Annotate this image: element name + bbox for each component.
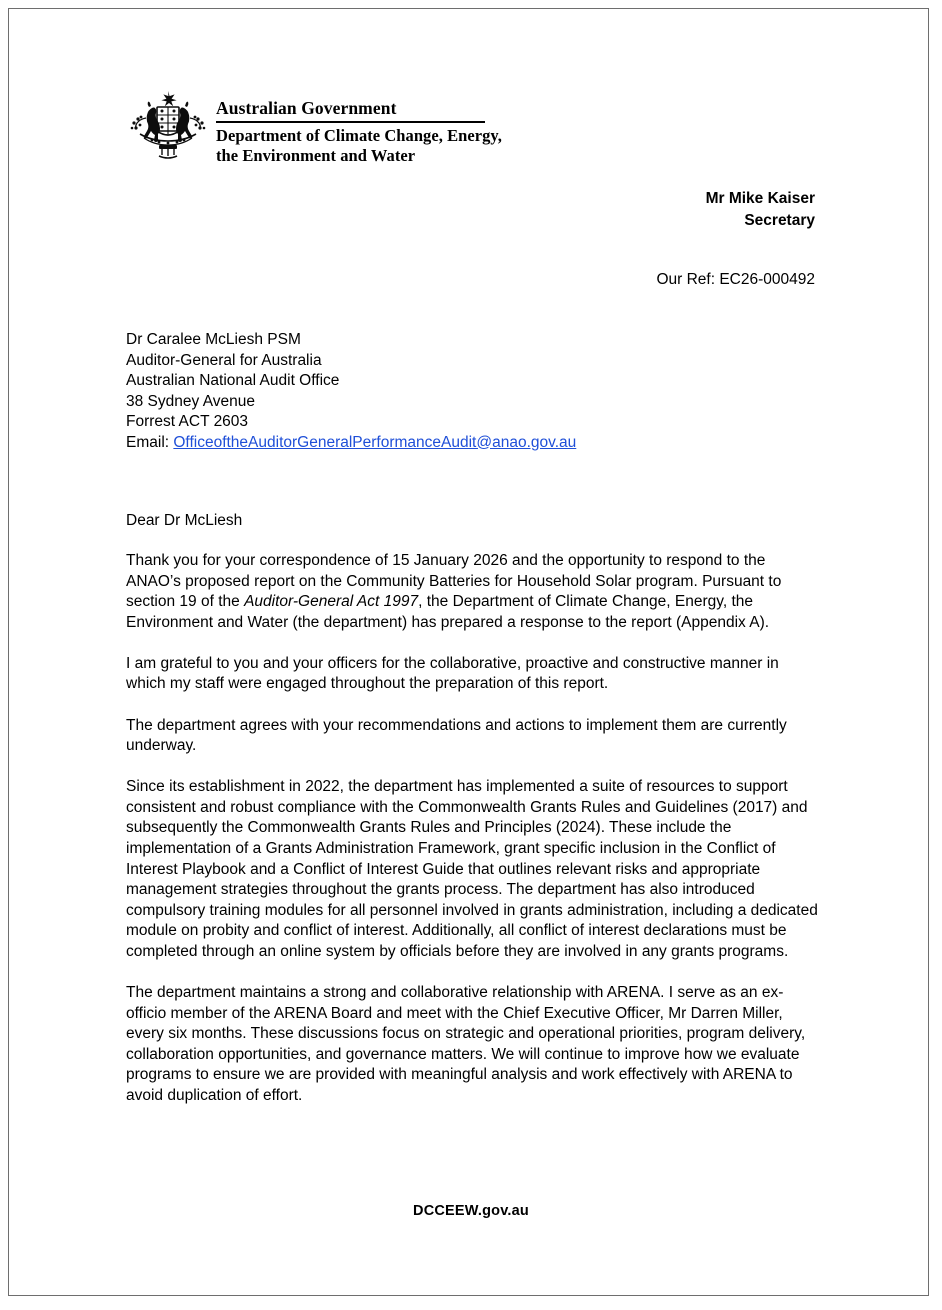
body-paragraph-5: The department maintains a strong and collaborative relationship with ARENA. I serve as an ex-officio member of the ARENA Board and meet with the Chief Executive Officer, Mr Darren Miller, every six months. These discussions focus on strategic and operational priorities, program delivery, collaboration opportunities, and governance matters. We will continue to improve how we evaluate programs to ensure we are provided with meaningful analysis and work effectively with ARENA to avoid duplication of effort.: [126, 984, 806, 1105]
address-email-line: [126, 433, 576, 454]
australian-coat-of-arms-icon: [126, 88, 210, 160]
address-line-3: Australian National Audit Office: [126, 372, 340, 389]
paragraph-1-text-after-citation: , the Department of Climate Change, Energy, the Environment and Water (the department) has prepared a response to the report (Appendix A).: [126, 593, 770, 631]
email-label: Email:: [126, 433, 174, 451]
letter-body: [126, 551, 818, 1107]
address-line-4: 38 Sydney Avenue: [126, 392, 255, 410]
letterhead-text: [216, 88, 502, 166]
body-paragraph-2: I am grateful to you and your officers for the collaborative, proactive and constructive manner in which my staff were engaged throughout the preparation of this report.: [126, 654, 779, 693]
address-line-1: Dr Caralee McLiesh PSM: [126, 331, 301, 348]
body-paragraph-3: The department agrees with your recommendations and actions to implement them are currently underway.: [126, 716, 787, 755]
address-line-5: Forrest ACT 2603: [126, 413, 249, 430]
auditor-general-act-citation: Auditor-General Act 1997: [244, 593, 419, 611]
body-paragraph-4: Since its establishment in 2022, the department has implemented a suite of resources to support consistent and robust compliance with the Commonwealth Grants Rules and Guidelines (2017) and subsequently the Commonwealth Grants Rules and Principles (2024). These include the implementation of a Grants Administration Framework, grant specific inclusion in the Conflict of Interest Playbook and a Conflict of Interest Guide that outlines relevant risks and appropriate management strategies throughout the grants process. The department has also introduced compulsory training modules for all personnel involved in grants administration, including a dedicated module on probity and conflict of interest. Additionally, all conflict of interest declarations must be completed through an online system by officials before they are involved in any grants programs.: [126, 778, 818, 960]
footer-website: DCCEEW.gov.au: [413, 1203, 529, 1219]
sender-title-block: [706, 188, 815, 232]
letterhead: [126, 88, 502, 166]
our-reference: Our Ref: EC26-000492: [656, 271, 815, 288]
department-title-line-2: the Environment and Water: [216, 146, 416, 165]
auditor-general-email-link[interactable]: OfficeoftheAuditorGeneralPerformanceAudit@anao.gov.au: [173, 433, 577, 451]
sender-role: Secretary: [744, 212, 815, 229]
sender-name: Mr Mike Kaiser: [705, 190, 815, 207]
letterhead-rule: [216, 121, 485, 123]
recipient-address-block: [126, 330, 576, 453]
address-line-2: Auditor-General for Australia: [126, 351, 322, 369]
salutation: Dear Dr McLiesh: [126, 512, 243, 529]
department-title-line-1: Department of Climate Change, Energy,: [216, 126, 502, 145]
body-paragraph-1: [126, 551, 818, 633]
australian-government-title: Australian Government: [216, 98, 397, 118]
paragraph-1-text-before-citation: Thank you for your correspondence of 15 January 2026 and the opportunity to respond to the ANAO’s proposed report on the Community Batteries for Household Solar program. Pursuant to section 19 of the: [126, 552, 782, 611]
